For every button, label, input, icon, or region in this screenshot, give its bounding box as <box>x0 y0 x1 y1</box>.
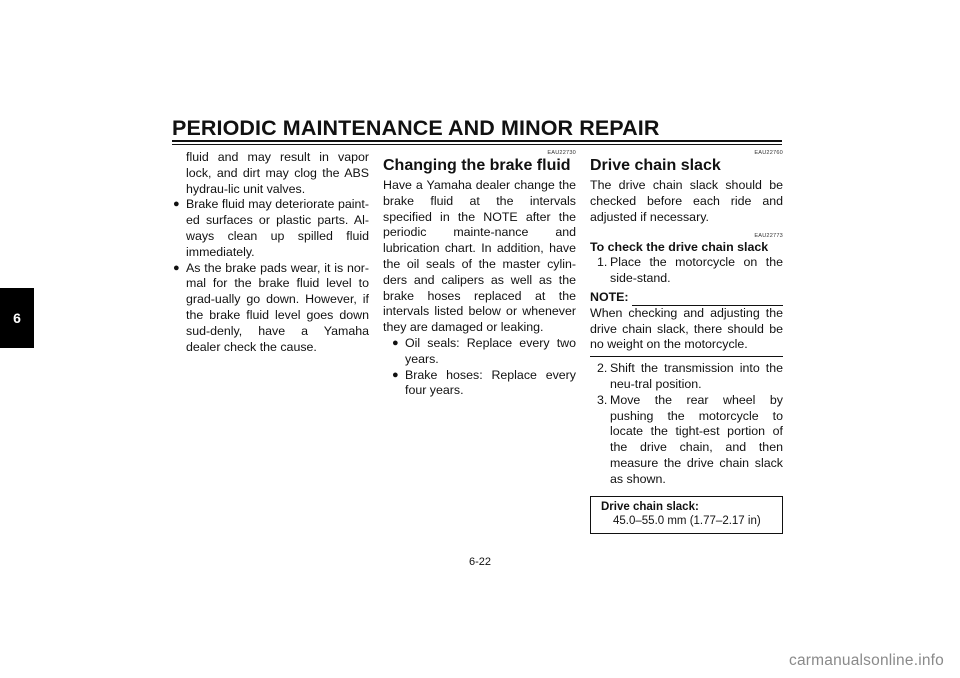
step-number: 1. <box>597 255 608 270</box>
section-tab: 6 <box>0 288 34 348</box>
section-heading: Changing the brake fluid <box>383 157 571 174</box>
bullet-icon: ● <box>173 261 180 274</box>
bullet-item <box>172 261 369 356</box>
column-left <box>172 150 369 355</box>
subsection-heading: To check the drive chain slack <box>590 240 769 255</box>
bullet-text: Brake fluid may deteriorate paint-ed surfaces or plastic parts. Al-ways clean up spilled fluid immediately. <box>186 197 369 259</box>
note-label: NOTE: <box>590 289 629 304</box>
page-number: 6-22 <box>468 556 492 568</box>
bullet-item <box>391 368 576 400</box>
continued-text: fluid and may result in vapor lock, and dirt may clog the ABS hydrau-lic unit valves. <box>186 150 369 196</box>
note-rule <box>632 295 783 306</box>
section-heading: Drive chain slack <box>590 157 721 174</box>
step-text: Shift the transmission into the neu-tral position. <box>610 361 783 391</box>
title-rule-thin <box>172 144 782 145</box>
spec-value: 45.0–55.0 mm (1.77–2.17 in) <box>613 514 761 527</box>
column-right <box>590 150 783 534</box>
bullet-text: Brake hoses: Replace every four years. <box>405 367 576 398</box>
section-code: EAU22760 <box>754 150 783 156</box>
bullet-icon: ● <box>392 336 399 349</box>
bullet-item <box>391 336 576 368</box>
section-code: EAU22730 <box>547 150 576 156</box>
section-intro: The drive chain slack should be checked before each ride and adjusted if necessary. <box>590 178 783 224</box>
bullet-item <box>172 197 369 260</box>
bullet-icon: ● <box>173 198 180 211</box>
spec-label: Drive chain slack: <box>601 500 699 513</box>
note-text: When checking and adjusting the drive chain slack, there should be no weight on the motorcycle. <box>590 305 783 352</box>
step-number: 2. <box>597 361 608 376</box>
step-item <box>590 393 783 488</box>
note-header <box>590 290 783 306</box>
bullet-text: As the brake pads wear, it is nor-mal for the brake fluid level to grad-ually go down. However, if the brake fluid level goes down sud-denly, have a Yamaha dealer check the cause. <box>186 260 369 354</box>
subsection-code: EAU22773 <box>754 233 783 240</box>
step-item <box>590 255 783 287</box>
column-middle <box>383 150 576 399</box>
step-text: Place the motorcycle on the side-stand. <box>610 255 783 286</box>
note-end-rule <box>590 355 783 357</box>
section-body: Have a Yamaha dealer change the brake fluid at the intervals specified in the NOTE after the periodic mainte-nance and lubrication chart. In addition, have the oil seals of the master cylin-ders and calipers as well as the brake hoses replaced at the intervals listed below or whenever they are damaged or leaking. <box>383 178 576 335</box>
page-title: PERIODIC MAINTENANCE AND MINOR REPAIR <box>172 116 660 140</box>
spec-box <box>590 496 783 534</box>
step-text: Move the rear wheel by pushing the motorcycle to locate the tight-est portion of the drive chain, and then measure the drive chain slack as shown. <box>610 392 783 486</box>
bullet-text: Oil seals: Replace every two years. <box>405 335 576 366</box>
bullet-icon: ● <box>392 368 399 381</box>
step-number: 3. <box>597 392 608 407</box>
step-item <box>590 361 783 393</box>
watermark: carmanualsonline.info <box>789 652 944 669</box>
title-rule-thick <box>172 140 782 142</box>
